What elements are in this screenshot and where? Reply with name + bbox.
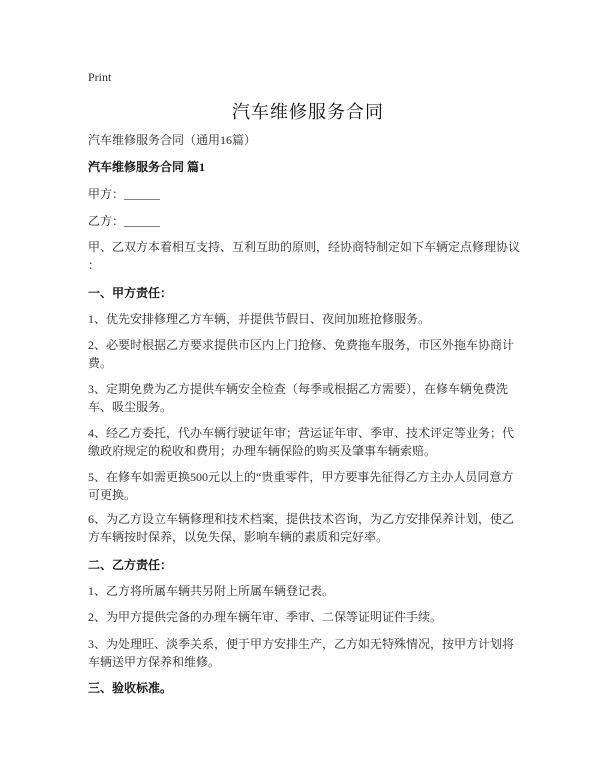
part3-heading: 三、验收标准。 — [88, 681, 173, 695]
subtitle: 汽车维修服务合同（通用16篇） — [88, 133, 257, 147]
line: 车辆送甲方保养和维修。 — [88, 654, 221, 669]
line: 4、经乙方委托，代办车辆行驶证年审；营运证年审、季审、技术评定等业务；代 — [88, 426, 515, 440]
list-item — [88, 425, 514, 460]
line: 2、为甲方提供完备的办理车辆年审、季审、二保等证明证件手续。 — [88, 610, 443, 624]
list-item — [88, 511, 514, 546]
line: 3、定期免费为乙方提供车辆安全检查（每季或根据乙方需要），在修车辆免费洗 — [88, 382, 509, 396]
line: 费。 — [88, 355, 113, 370]
line: 可更换。 — [88, 487, 137, 502]
party-b-field: 乙方：______ — [88, 214, 161, 228]
list-item — [88, 381, 508, 416]
list-item — [88, 469, 513, 504]
list-item — [88, 583, 334, 601]
part1-heading: 一、甲方责任： — [88, 286, 173, 300]
intro-paragraph — [88, 239, 520, 274]
line: 1、乙方将所属车辆共另附上所属车辆登记表。 — [88, 584, 335, 598]
line: 缴政府规定的税收和费用；办理车辆保险的购买及肇事车辆索赔。 — [88, 443, 437, 458]
section-heading: 汽车维修服务合同 篇1 — [88, 160, 206, 174]
part2-heading: 二、乙方责任： — [88, 558, 173, 572]
line: 3、为处理旺、淡季关系，便于甲方安排生产，乙方如无特殊情况，按甲方计划将 — [88, 637, 515, 651]
list-item — [88, 636, 514, 671]
line: 甲、乙双方本着相互支持、互利互助的原则，经协商特制定如下车辆定点修理协议 — [88, 240, 521, 254]
line: 1、优先安排修理乙方车辆，并提供节假日、夜间加班抢修服务。 — [88, 312, 431, 326]
line: 车、吸尘服务。 — [88, 399, 173, 414]
line: 2、必要时根据乙方要求提供市区内上门抢修、免费拖车服务，市区外拖车协商计 — [88, 338, 515, 352]
print-link[interactable]: Print — [88, 70, 112, 84]
document-title: 汽车维修服务合同 — [232, 102, 384, 122]
list-item — [88, 609, 442, 627]
line: 5、在修车如需更换500元以上的“贵重零件，甲方要事先征得乙方主办人员同意方 — [88, 470, 514, 484]
party-a-field: 甲方：______ — [88, 187, 161, 201]
line: ： — [88, 257, 101, 272]
list-item — [88, 337, 514, 372]
list-item — [88, 311, 430, 329]
line: 方车辆按时保养，以免失保，影响车辆的素质和完好率。 — [88, 529, 389, 544]
line: 6、为乙方设立车辆修理和技术档案，提供技术咨询，为乙方安排保养计划，使乙 — [88, 512, 515, 526]
